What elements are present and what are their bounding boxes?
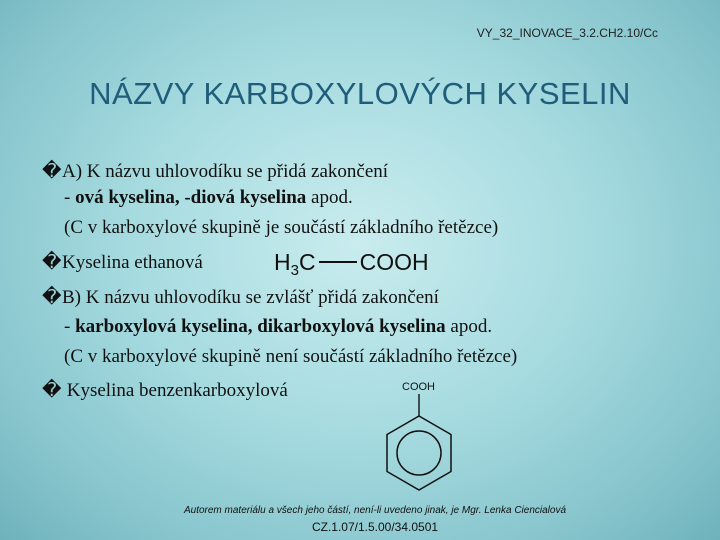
bullet-example-b (42, 380, 288, 402)
section-a-line3: (C v karboxylové skupině je součástí základního řetězce) (64, 217, 499, 238)
benzoic-acid-structure (366, 378, 476, 500)
author-credit: Autorem materiálu a všech jeho částí, není-li uvedeno jinak, je Mgr. Lenka Ciencialová (183, 505, 567, 516)
ethanoic-acid-formula (274, 249, 429, 279)
example-b-label: Kyselina benzenkarboxylová (62, 380, 288, 401)
section-b-line3: (C v karboxylové skupině není součástí základního řetězce) (64, 346, 518, 367)
bullet-example-a (42, 252, 203, 274)
section-a-line2 (64, 187, 353, 209)
formula-cooh: COOH (359, 249, 429, 275)
section-a-dash: - (64, 187, 76, 208)
project-number: CZ.1.07/1.5.00/34.0501 (311, 520, 439, 534)
section-b-dash: - (64, 316, 76, 337)
section-a-bold: ová kyselina, -diová kyselina (75, 187, 307, 208)
section-a-line1: A) K názvu uhlovodíku se přidá zakončení (62, 161, 389, 182)
bullet-section-a (42, 161, 388, 183)
section-b-bold: karboxylová kyselina, dikarboxylová kyselina (75, 316, 446, 337)
formula-c: C (298, 249, 316, 275)
formula-h: H (274, 249, 291, 275)
bullet-section-b (42, 287, 439, 309)
single-bond-line (319, 261, 357, 263)
bullet-marker: � (42, 380, 62, 401)
section-b-line1: B) K názvu uhlovodíku se zvlášť přidá zakončení (62, 287, 439, 308)
section-b-rest: apod. (445, 316, 493, 337)
cooh-group-label: COOH (402, 381, 435, 393)
bullet-marker: � (42, 161, 62, 182)
section-b-line2 (64, 316, 492, 338)
page-title: NÁZVY KARBOXYLOVÝCH KYSELIN (89, 76, 631, 111)
formula-subscript: 3 (290, 262, 299, 279)
material-code: VY_32_INOVACE_3.2.CH2.10/Cc (476, 26, 658, 40)
example-a-label: Kyselina ethanová (62, 252, 203, 273)
section-a-rest: apod. (306, 187, 353, 208)
bullet-marker: � (42, 252, 62, 273)
bullet-marker: � (42, 287, 62, 308)
aromatic-circle (397, 431, 441, 475)
